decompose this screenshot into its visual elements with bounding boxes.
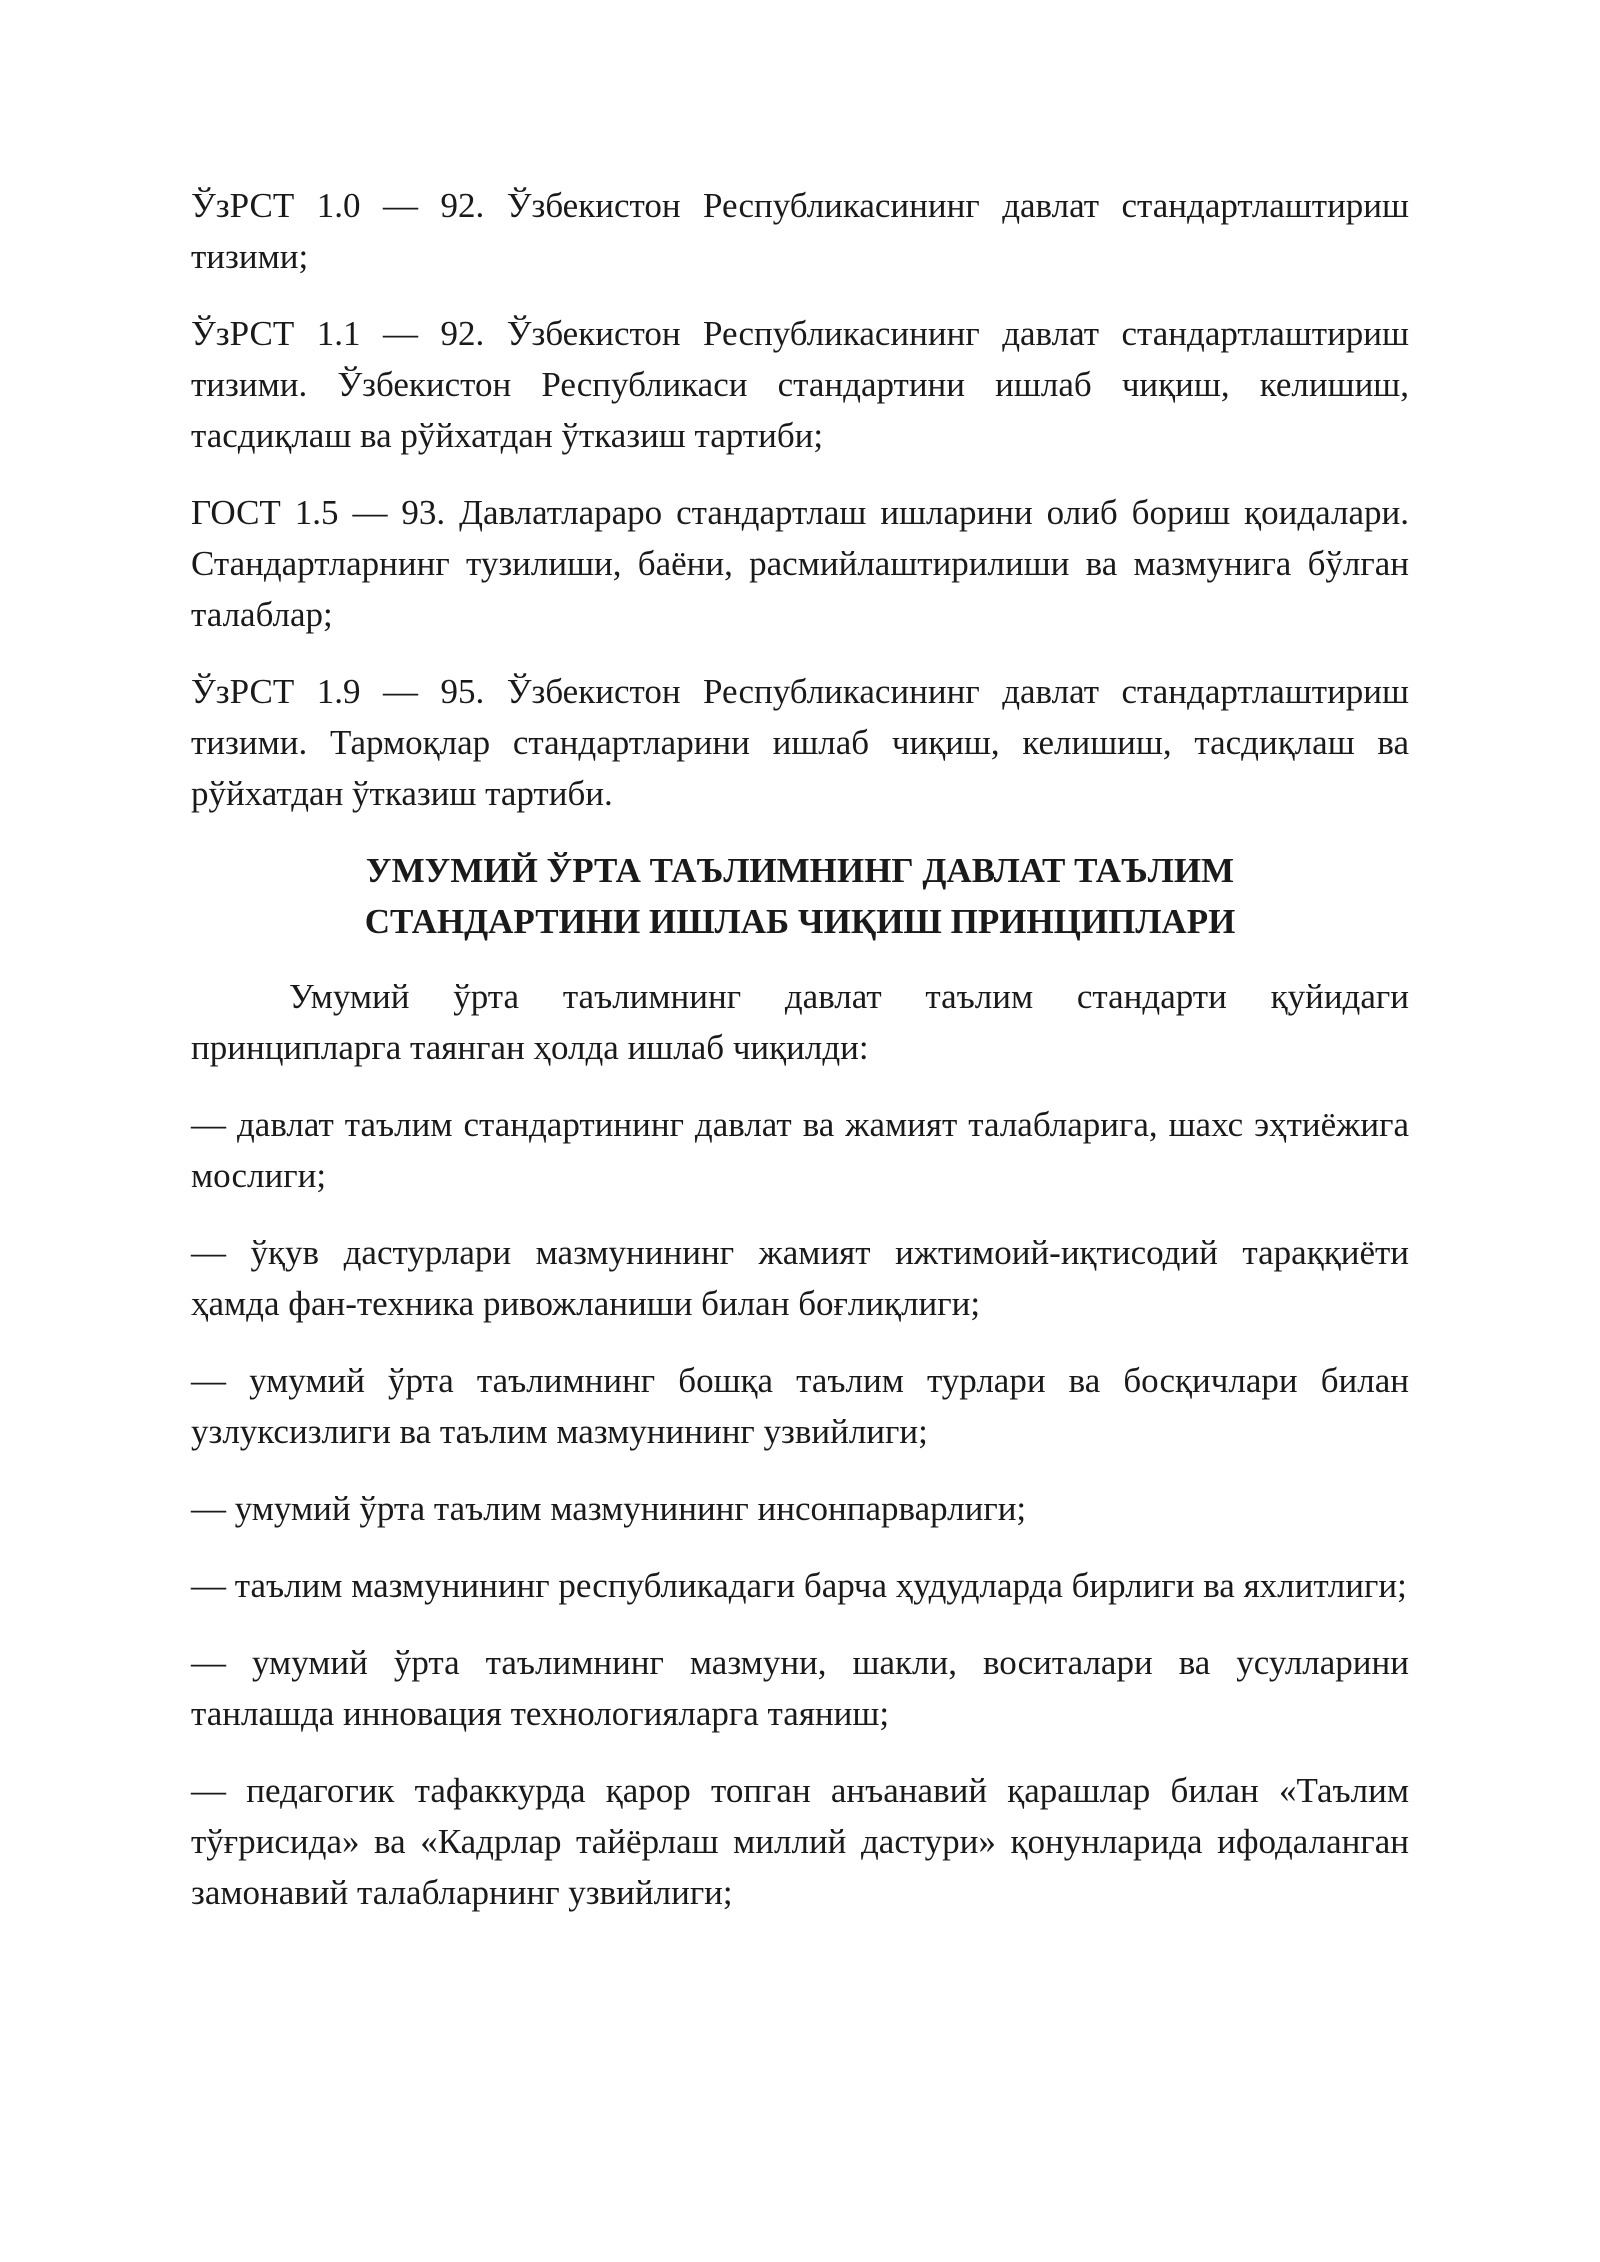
standard-paragraph: ЎзРСТ 1.1 — 92. Ўзбекистон Республикасининг давлат стандартлаштириш тизими. Ўзбекистон Республикаси стандартини ишлаб чиқиш, келишиш, тасдиқлаш ва рўйхатдан ўтказиш тартиби; — [191, 314, 1409, 455]
principle-item: — умумий ўрта таълимнинг бошқа таълим турлари ва босқичлари билан узлуксизлиги ва таълим мазмунининг узвийлиги; — [191, 1361, 1409, 1451]
standard-paragraph: ЎзРСТ 1.0 — 92. Ўзбекистон Республикасининг давлат стандартлаштириш тизими; — [191, 186, 1409, 276]
intro-paragraph: Умумий ўрта таълимнинг давлат таълим стандарти қуйидаги принципларга таянган ҳолда ишлаб чиқилди: — [191, 977, 1409, 1067]
section-heading-line-1: УМУМИЙ ЎРТА ТАЪЛИМНИНГ ДАВЛАТ ТАЪЛИМ — [365, 851, 1235, 890]
standard-paragraph: ЎзРСТ 1.9 — 95. Ўзбекистон Республикасининг давлат стандартлаштириш тизими. Тармоқлар стандартларини ишлаб чиқиш, келишиш, тасдиқлаш ва рўйхатдан ўтказиш тартиби. — [191, 672, 1409, 813]
section-heading — [191, 845, 1409, 947]
section-heading-line-2: СТАНДАРТИНИ ИШЛАБ ЧИҚИШ ПРИНЦИПЛАРИ — [364, 902, 1236, 941]
document-page — [191, 180, 1409, 1944]
principle-item: — умумий ўрта таълимнинг мазмуни, шакли, воситалари ва усулларини танлашда инновация технологияларга таяниш; — [191, 1643, 1409, 1733]
principle-item: — педагогик тафаккурда қарор топган анъанавий қарашлар билан «Таълим тўғрисида» ва «Кадрлар тайёрлаш миллий дастури» қонунларида ифодаланган замонавий талабларнинг узвийлиги; — [191, 1771, 1409, 1912]
principle-item: — таълим мазмунининг республикадаги барча ҳудудларда бирлиги ва яхлитлиги; — [191, 1566, 1407, 1605]
standard-paragraph: ГОСТ 1.5 — 93. Давлатлараро стандартлаш ишларини олиб бориш қоидалари. Стандартларнинг тузилиши, баёни, расмийлаштирилиши ва мазмунига бўлган талаблар; — [191, 493, 1409, 634]
principle-item: — умумий ўрта таълим мазмунининг инсонпарварлиги; — [191, 1489, 1027, 1528]
principle-item: — ўқув дастурлари мазмунининг жамият ижтимоий-иқтисодий тараққиёти ҳамда фан-техника ривожланиши билан боғлиқлиги; — [191, 1233, 1409, 1323]
principle-item: — давлат таълим стандартининг давлат ва жамият талабларига, шахс эҳтиёжига мослиги; — [191, 1105, 1409, 1195]
